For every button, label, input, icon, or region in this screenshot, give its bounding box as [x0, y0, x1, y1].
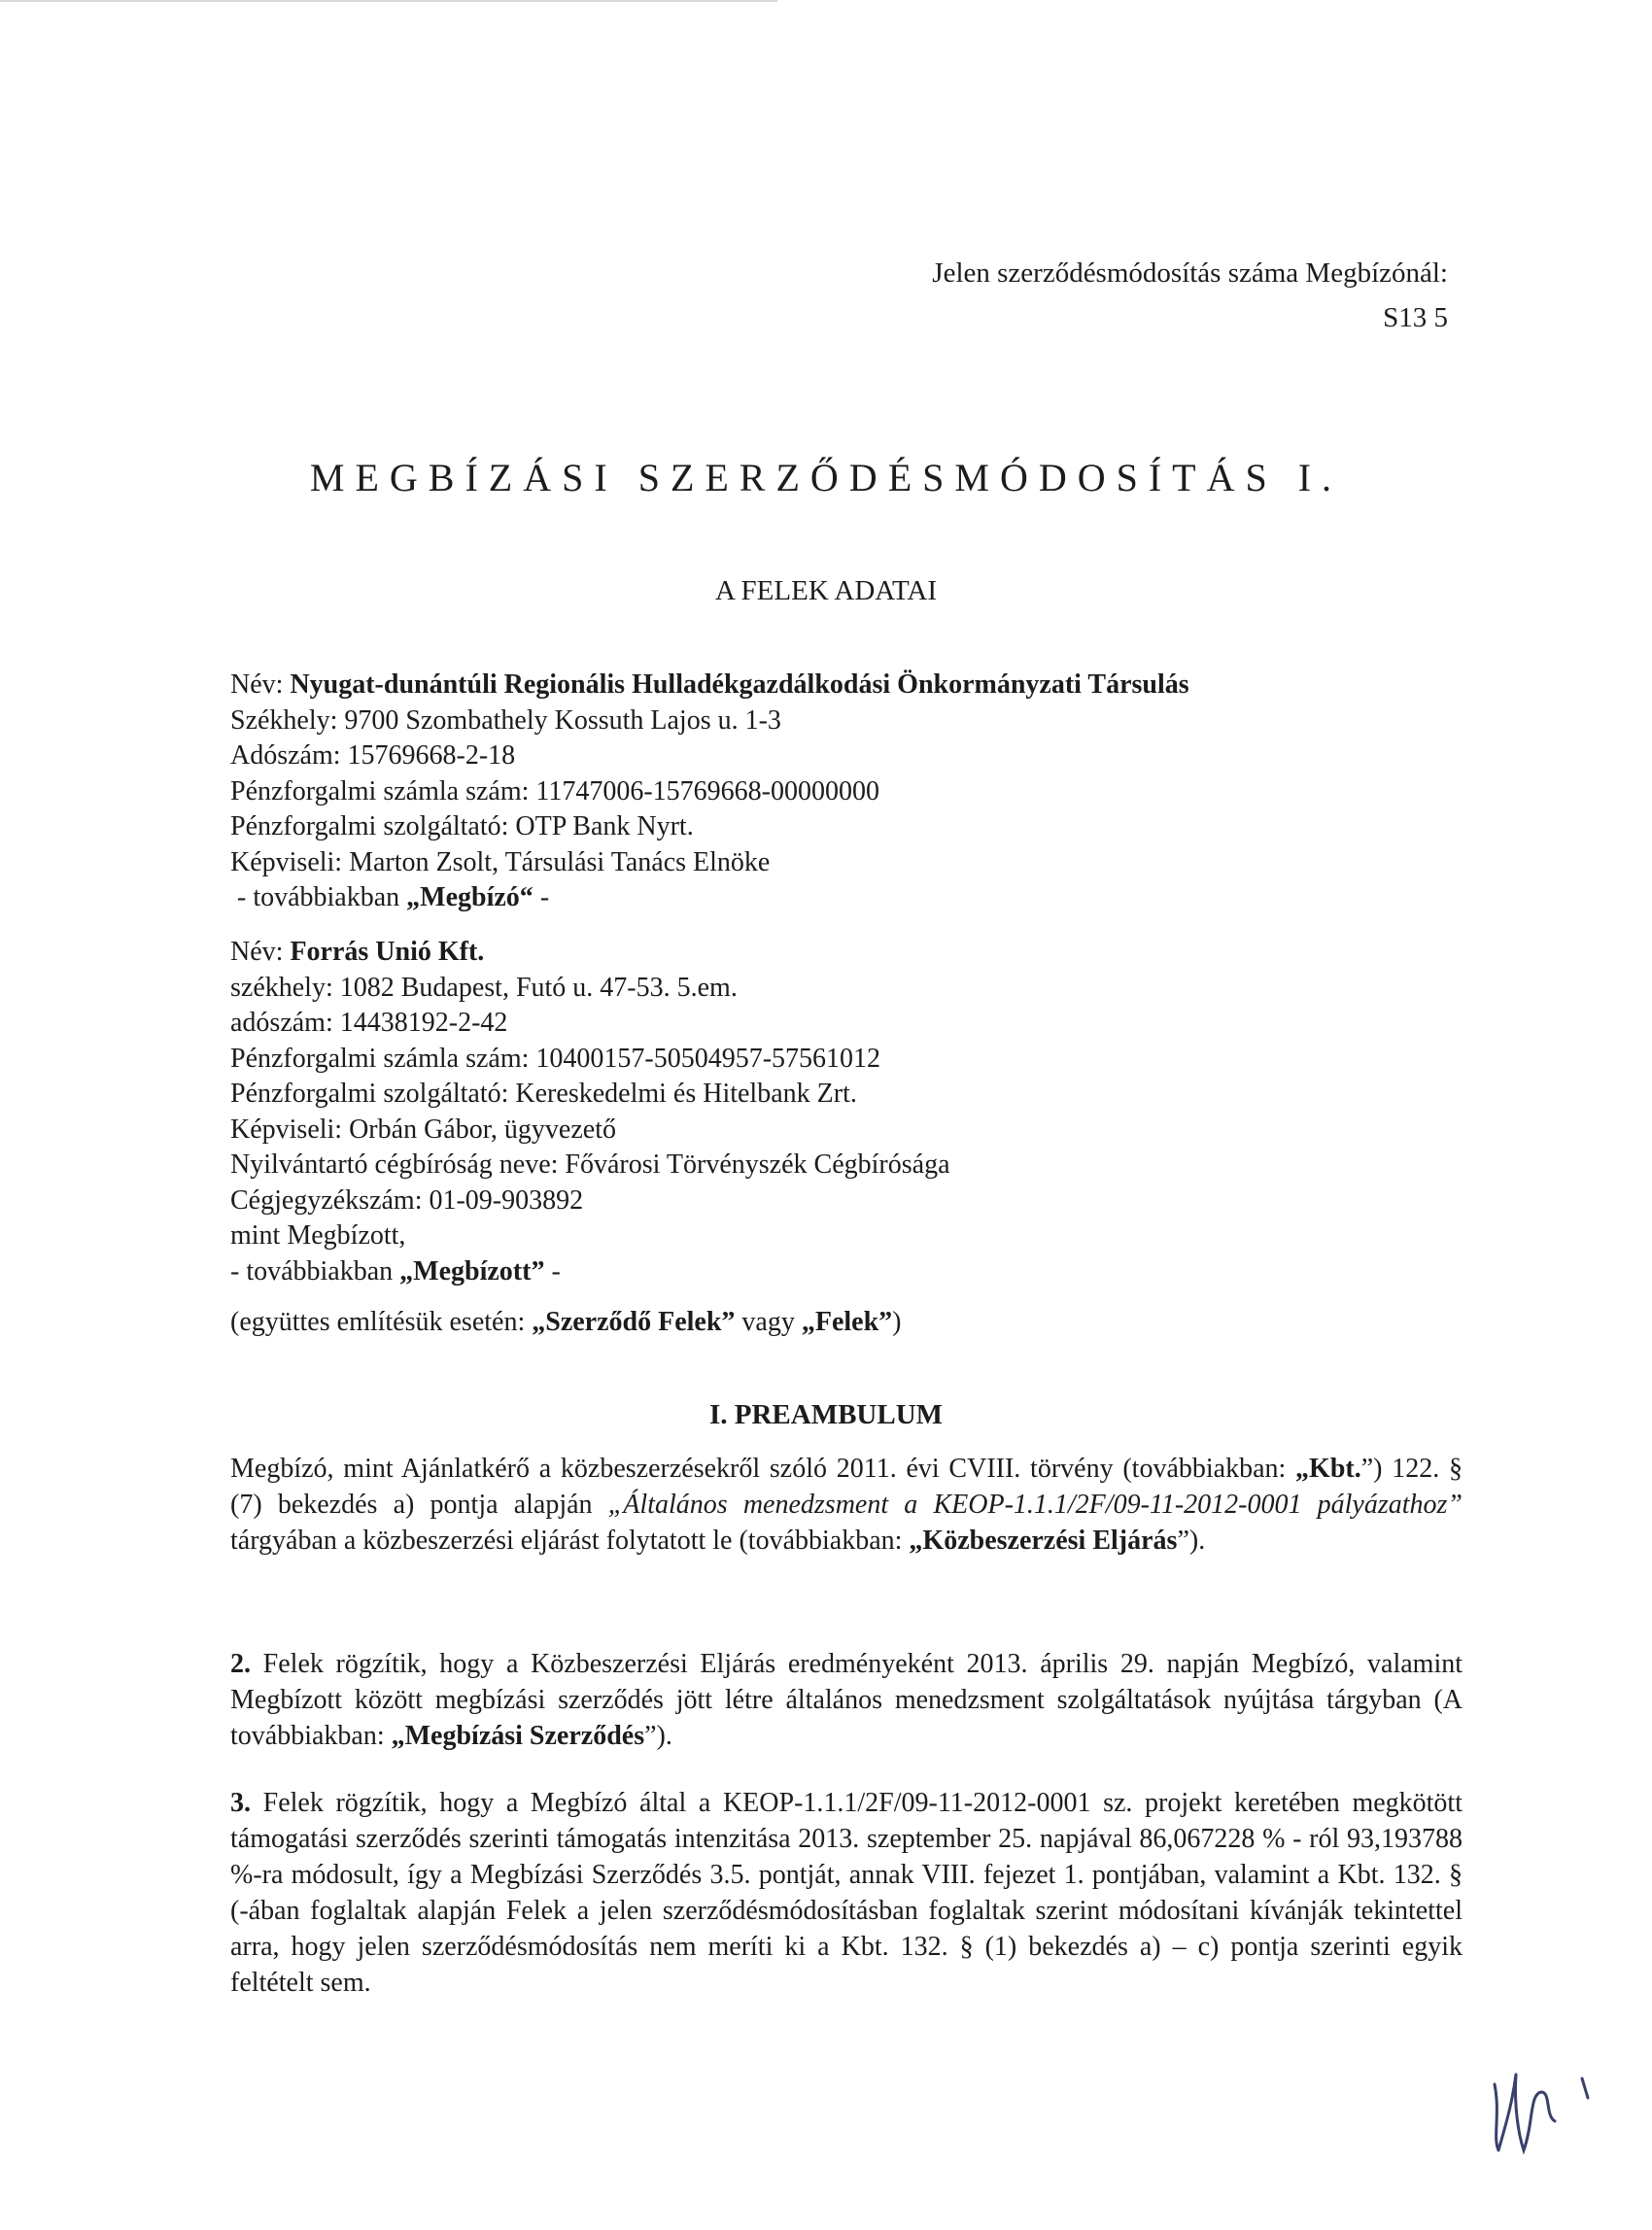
party2-bank: Pénzforgalmi szolgáltató: Kereskedelmi és Hitelbank Zrt.	[230, 1079, 857, 1109]
preamble-paragraph-3: 3. Felek rögzítik, hogy a Megbízó által a KEOP-1.1.1/2F/09-11-2012-0001 sz. projekt keretében megkötött támogatási szerződés szerinti támogatás intenzitása 2013. szeptember 25. napjával 86,067228 % - ról 93,193788 %-ra módosult, így a Megbízási Szerződés 3.5. pontját, annak VIII. fejezet 1. pontjában, valamint a Kbt. 132. § (-ában foglaltak alapján Felek a jelen szerződésmódosításban foglaltak szerint módosítani kívánják tekintettel arra, hogy jelen szerződésmódosítás nem meríti ki a Kbt. 132. § (1) bekezdés a) – c) pontja szerinti egyik feltételt sem.	[230, 1788, 1463, 1998]
party2-tax: adószám: 14438192-2-42	[230, 1008, 508, 1038]
contract-number-block	[845, 251, 1448, 341]
party2-name: Forrás Unió Kft.	[290, 937, 485, 967]
party1-seat: Székhely: 9700 Szombathely Kossuth Lajos u. 1-3	[230, 704, 781, 736]
contract-number-label: Jelen szerződésmódosítás száma Megbízónál:	[932, 257, 1448, 289]
party2-reg-no: Cégjegyzékszám: 01-09-903892	[230, 1184, 584, 1216]
preamble-heading: I. PREAMBULUM	[708, 1399, 944, 1430]
party1-name-line: Név: Nyugat-dunántúli Regionális Hulladékgazdálkodási Önkormányzati Társulás	[230, 669, 1189, 700]
joint-reference: (együttes említésük esetén: „Szerződő Felek” vagy „Felek”)	[230, 1307, 902, 1337]
joint-term-parties: „Felek”	[801, 1307, 893, 1337]
party2-name-line: Név: Forrás Unió Kft.	[230, 937, 485, 967]
tender-subject: „Általános menedzsment a KEOP-1.1.1/2F/09-11-2012-0001 pályázathoz”	[607, 1490, 1463, 1520]
party-agent	[230, 935, 1494, 1289]
document-title: MEGBÍZÁSI SZERZŐDÉSMÓDOSÍTÁS I.	[309, 456, 1343, 499]
party1-tax: Adószám: 15769668-2-18	[230, 740, 516, 771]
party1-rep: Képviseli: Marton Zsolt, Társulási Tanács Elnöke	[230, 846, 771, 877]
party1-name: Nyugat-dunántúli Regionális Hulladékgazdálkodási Önkormányzati Társulás	[290, 669, 1189, 700]
party2-alias-line: - továbbiakban „Megbízott” -	[230, 1255, 561, 1287]
party2-rep: Képviseli: Orbán Gábor, ügyvezető	[230, 1114, 616, 1145]
handwritten-initials	[1487, 2065, 1603, 2157]
party2-role: mint Megbízott,	[230, 1220, 406, 1251]
party2-court: Nyilvántartó cégbíróság neve: Fővárosi Törvényszék Cégbírósága	[230, 1149, 950, 1180]
party2-account: Pénzforgalmi számla szám: 10400157-50504957-57561012	[230, 1043, 881, 1074]
preamble-paragraph-2: 2. Felek rögzítik, hogy a Közbeszerzési Eljárás eredményeként 2013. április 29. napján Megbízó, valamint Megbízott között megbízási szerződés jött létre általános menedzsment szolgáltatások nyújtása tárgyban (A továbbiakban: „Megbízási Szerződés”).	[230, 1649, 1463, 1751]
contract-number-value: S13 5	[1383, 302, 1448, 334]
joint-term-contracting: „Szerződő Felek”	[532, 1307, 736, 1337]
preamble-paragraph-1: Megbízó, mint Ajánlatkérő a közbeszerzésekről szóló 2011. évi CVIII. törvény (továbbiakban: „Kbt.”) 122. § (7) bekezdés a) pontja alapján „Általános menedzsment a KEOP-1.1.1/2F/09-11-2012-0001 pályázathoz” tárgyában a közbeszerzési eljárást folytatott le (továbbiakban: „Közbeszerzési Eljárás”).	[230, 1454, 1463, 1556]
parties-heading: A FELEK ADATAI	[714, 575, 938, 606]
party1-bank: Pénzforgalmi szolgáltató: OTP Bank Nyrt.	[230, 811, 694, 841]
party1-alias-line: - továbbiakban „Megbízó“ -	[237, 882, 550, 912]
party2-seat: székhely: 1082 Budapest, Futó u. 47-53. 5.em.	[230, 972, 738, 1003]
top-scan-edge	[0, 0, 777, 2]
party-principal	[230, 668, 1494, 916]
party1-alias: „Megbízó“	[406, 882, 533, 912]
party1-account: Pénzforgalmi számla szám: 11747006-15769668-00000000	[230, 775, 879, 806]
party2-alias: „Megbízott”	[399, 1255, 545, 1287]
